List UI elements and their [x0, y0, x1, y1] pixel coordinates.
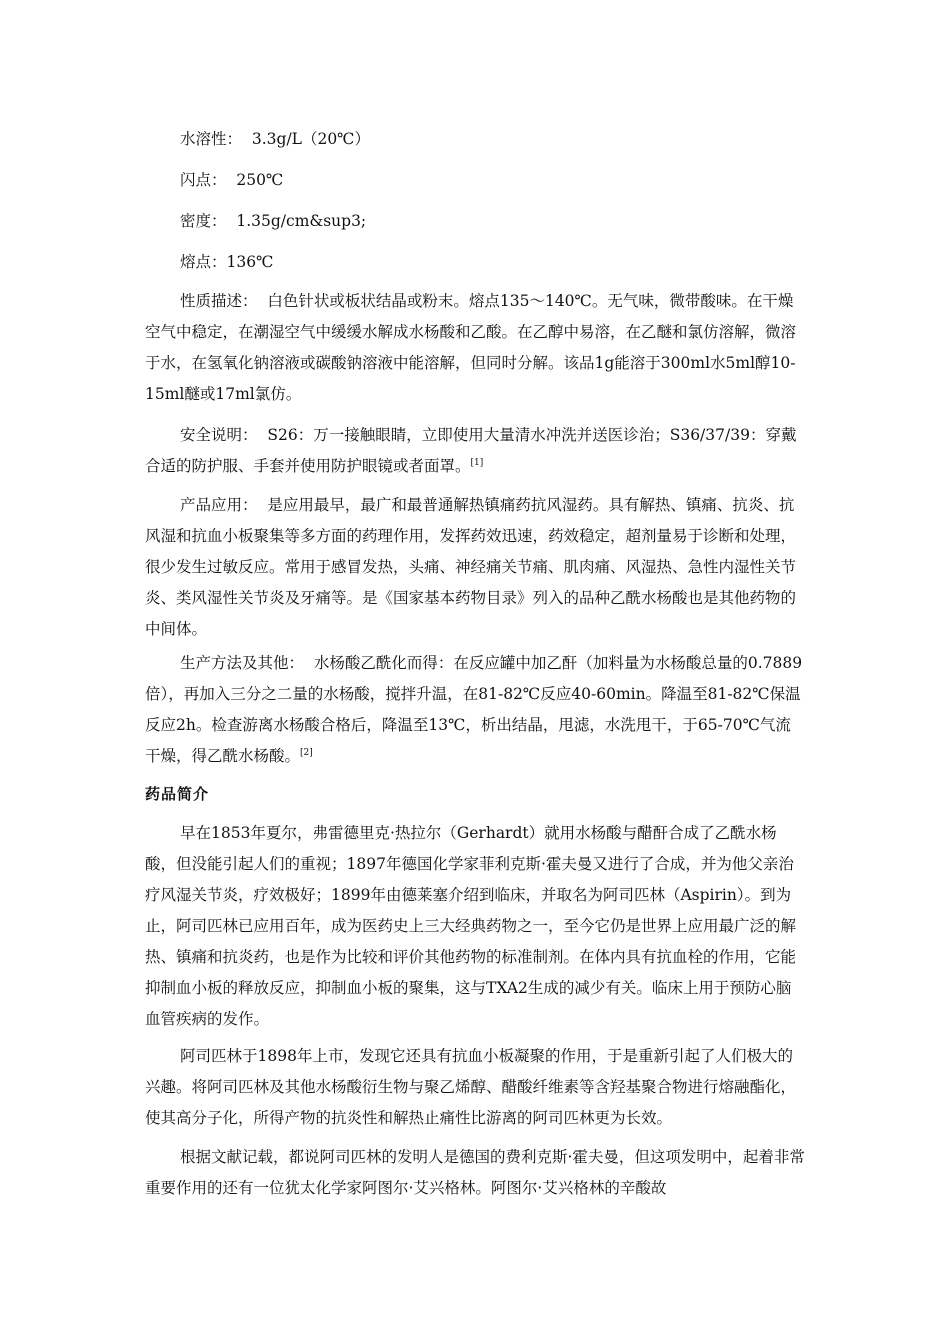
description-label: 性质描述： — [180, 292, 258, 310]
production-reference[interactable]: [2] — [300, 747, 313, 758]
application-label: 产品应用： — [180, 496, 258, 514]
safety-reference[interactable]: [1] — [470, 457, 484, 468]
melting-point-value: 136℃ — [226, 253, 274, 271]
solubility-value: 3.3g/L（20℃） — [251, 130, 371, 148]
flash-point-line — [180, 165, 840, 196]
density-line — [180, 206, 840, 237]
intro-paragraph-1: 早在1853年夏尔，弗雷德里克·热拉尔（Gerhardt）就用水杨酸与醋酐合成了乙酰水杨酸，但没能引起人们的重视；1897年德国化学家菲利克斯·霍夫曼又进行了合成，并为他父亲治疗风湿关节炎，疗效极好；1899年由德莱塞介绍到临床，并取名为阿司匹林（Aspirin）。到为止，阿司匹林已应用百年，成为医药史上三大经典药物之一，至今它仍是世界上应用最广泛的解热、镇痛和抗炎药，也是作为比较和评价其他药物的标准制剂。在体内具有抗血栓的作用，它能抑制血小板的释放反应，抑制血小板的聚集，这与TXA2生成的减少有关。临床上用于预防心脑血管疾病的发作。 — [145, 824, 797, 1028]
production-label: 生产方法及其他： — [180, 654, 305, 672]
description-paragraph — [145, 286, 805, 410]
safety-label: 安全说明： — [180, 426, 258, 444]
melting-point-label: 熔点： — [180, 253, 227, 271]
density-value: 1.35g/cm&sup3; — [236, 212, 367, 230]
flash-point-value: 250℃ — [236, 171, 284, 189]
description-text: 白色针状或板状结晶或粉末。熔点135～140℃。无气味，微带酸味。在干燥空气中稳定，在潮湿空气中缓缓水解成水杨酸和乙酸。在乙醇中易溶，在乙醚和氯仿溶解，微溶于水，在氢氧化钠溶液或碳酸钠溶液中能溶解，但同时分解。该品1g能溶于300ml水5ml醇10-15ml醚或17ml氯仿。 — [145, 292, 797, 403]
production-text: 水杨酸乙酰化而得：在反应罐中加乙酐（加料量为水杨酸总量的0.7889倍），再加入三分之二量的水杨酸，搅拌升温，在81-82℃反应40-60min。降温至81-82℃保温反应2h。检查游离水杨酸合格后，降温至13℃，析出结晶，甩滤，水洗甩干，于65-70℃气流干燥，得乙酰水杨酸。 — [145, 654, 803, 765]
application-text: 是应用最早，最广和最普通解热镇痛药抗风湿药。具有解热、镇痛、抗炎、抗风湿和抗血小板聚集等多方面的药理作用，发挥药效迅速，药效稳定，超剂量易于诊断和处理，很少发生过敏反应。常用于感冒发热，头痛、神经痛关节痛、肌肉痛、风湿热、急性内湿性关节炎、类风湿性关节炎及牙痛等。是《国家基本药物目录》列入的品种乙酰水杨酸也是其他药物的中间体。 — [145, 496, 797, 638]
application-paragraph — [145, 490, 805, 645]
solubility-line — [180, 124, 840, 155]
melting-point-line — [180, 247, 840, 278]
flash-point-label: 闪点： — [180, 171, 227, 189]
safety-paragraph — [145, 420, 805, 482]
intro-paragraph-3: 根据文献记载，都说阿司匹林的发明人是德国的费利克斯·霍夫曼，但这项发明中，起着非常重要作用的还有一位犹太化学家阿图尔·艾兴格林。阿图尔·艾兴格林的辛酸故 — [145, 1148, 805, 1197]
section-heading: 药品简介 — [145, 785, 210, 803]
solubility-label: 水溶性： — [180, 130, 243, 148]
intro-paragraph-2: 阿司匹林于1898年上市，发现它还具有抗血小板凝聚的作用，于是重新引起了人们极大的兴趣。将阿司匹林及其他水杨酸衍生物与聚乙烯醇、醋酸纤维素等含羟基聚合物进行熔融酯化，使其高分子化，所得产物的抗炎性和解热止痛性比游离的阿司匹林更为长效。 — [145, 1047, 797, 1127]
production-paragraph — [145, 648, 805, 772]
safety-text: S26：万一接触眼睛，立即使用大量清水冲洗并送医诊治；S36/37/39：穿戴合适的防护服、手套并使用防护眼镜或者面罩。 — [145, 426, 797, 475]
density-label: 密度： — [180, 212, 227, 230]
